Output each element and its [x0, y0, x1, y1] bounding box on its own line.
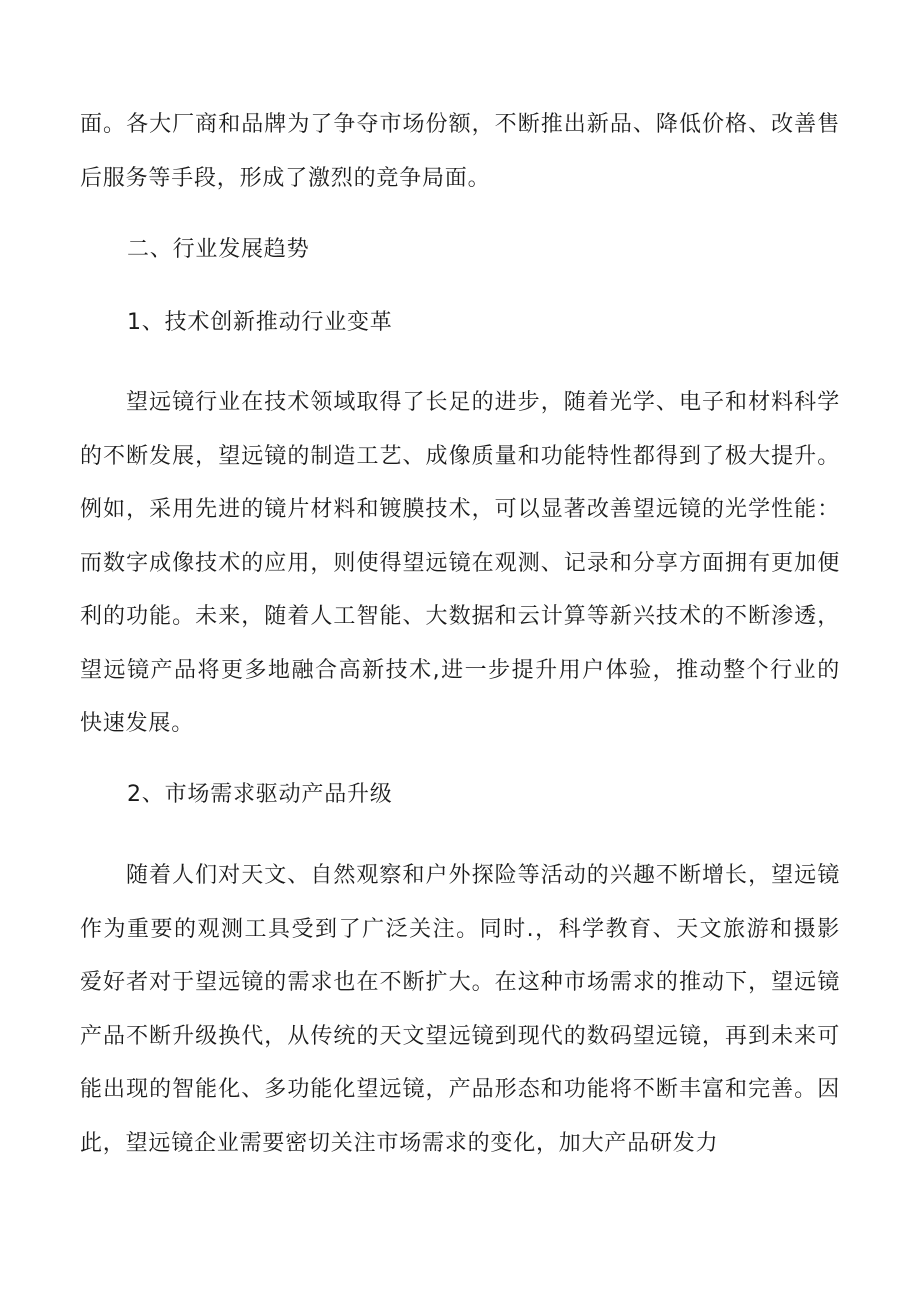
subheading-market-demand: 2、市场需求驱动产品升级: [127, 782, 393, 807]
subheading-technology-innovation: 1、技术创新推动行业变革: [127, 310, 393, 335]
section-heading: 二、行业发展趋势: [127, 237, 310, 262]
paragraph-technology-innovation: 望远镜行业在技术领域取得了长足的进步，随着光学、电子和材料科学的不断发展，望远镜的制造工艺、成像质量和功能特性都得到了极大提升。例如，采用先进的镜片材料和镀膜技术，可以显著改善望远镜的光学性能：而数字成像技术的应用，则使得望远镜在观测、记录和分享方面拥有更加便利的功能。未来，随着人工智能、大数据和云计算等新兴技术的不断渗透，望远镜产品将更多地融合高新技术,进一步提升用户体验，推动整个行业的快速发展。: [80, 390, 840, 736]
paragraph-continuation: 面。各大厂商和品牌为了争夺市场份额，不断推出新品、降低价格、改善售后服务等手段，形成了激烈的竞争局面。: [80, 112, 840, 191]
paragraph-market-demand: 随着人们对天文、自然观察和户外探险等活动的兴趣不断增长，望远镜作为重要的观测工具受到了广泛关注。同时.，科学教育、天文旅游和摄影爱好者对于望远镜的需求也在不断扩大。在这种市场需求的推动下，望远镜产品不断升级换代，从传统的天文望远镜到现代的数码望远镜，再到未来可能出现的智能化、多功能化望远镜，产品形态和功能将不断丰富和完善。因此，望远镜企业需要密切关注市场需求的变化，加大产品研发力: [80, 863, 840, 1156]
